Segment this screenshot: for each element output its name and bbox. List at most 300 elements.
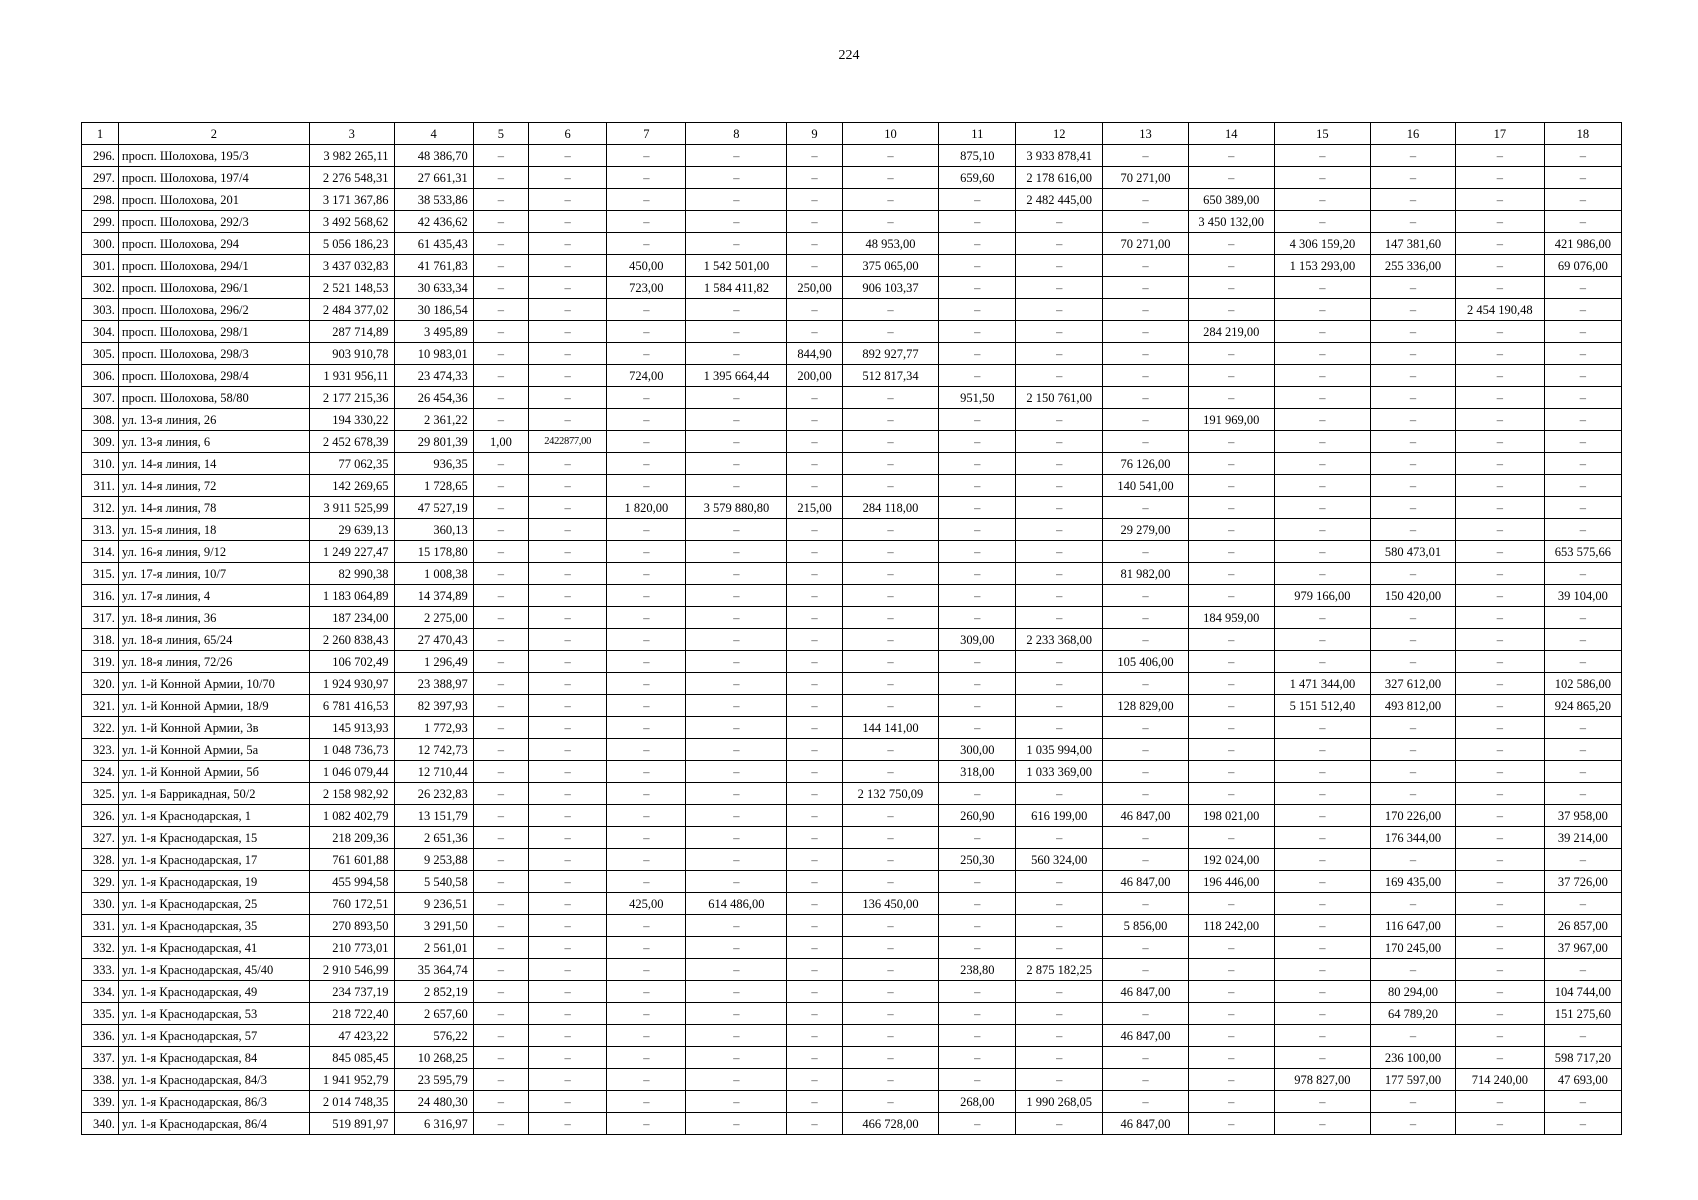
row-index: 333. — [82, 959, 119, 981]
value-cell: – — [842, 805, 939, 827]
value-cell: – — [1544, 959, 1621, 981]
value-cell: 105 406,00 — [1103, 651, 1189, 673]
value-cell: – — [1371, 321, 1456, 343]
value-cell: 421 986,00 — [1544, 233, 1621, 255]
value-cell: 519 891,97 — [309, 1113, 394, 1135]
row-index: 304. — [82, 321, 119, 343]
value-cell: – — [473, 1025, 528, 1047]
row-index: 325. — [82, 783, 119, 805]
value-cell: 2 260 838,43 — [309, 629, 394, 651]
value-cell: 35 364,74 — [394, 959, 473, 981]
value-cell: – — [686, 915, 787, 937]
value-cell: – — [607, 1025, 686, 1047]
value-cell: – — [1188, 1025, 1274, 1047]
value-cell: – — [1455, 1113, 1544, 1135]
value-cell: – — [1455, 717, 1544, 739]
value-cell: – — [842, 431, 939, 453]
value-cell: – — [1188, 695, 1274, 717]
value-cell: – — [842, 189, 939, 211]
value-cell: – — [939, 453, 1016, 475]
value-cell: 1 046 079,44 — [309, 761, 394, 783]
value-cell: – — [686, 167, 787, 189]
value-cell: 48 953,00 — [842, 233, 939, 255]
row-index: 323. — [82, 739, 119, 761]
value-cell: – — [1371, 453, 1456, 475]
value-cell: – — [1274, 277, 1371, 299]
row-index: 324. — [82, 761, 119, 783]
value-cell: – — [1103, 1003, 1189, 1025]
column-header: 13 — [1103, 123, 1189, 145]
value-cell: – — [473, 717, 528, 739]
value-cell: – — [1016, 1003, 1103, 1025]
value-cell: – — [473, 233, 528, 255]
value-cell: – — [607, 805, 686, 827]
table-row — [82, 761, 1622, 783]
address-cell: просп. Шолохова, 292/3 — [118, 211, 309, 233]
value-cell: – — [1274, 409, 1371, 431]
value-cell: 37 958,00 — [1544, 805, 1621, 827]
table-row — [82, 519, 1622, 541]
address-cell: ул. 1-я Краснодарская, 86/4 — [118, 1113, 309, 1135]
value-cell: 3 495,89 — [394, 321, 473, 343]
value-cell: – — [529, 277, 607, 299]
value-cell: – — [473, 937, 528, 959]
row-index: 320. — [82, 673, 119, 695]
value-cell: 906 103,37 — [842, 277, 939, 299]
value-cell: – — [1455, 739, 1544, 761]
value-cell: – — [939, 541, 1016, 563]
value-cell: – — [1188, 783, 1274, 805]
value-cell: – — [1544, 563, 1621, 585]
value-cell: – — [939, 519, 1016, 541]
row-index: 314. — [82, 541, 119, 563]
value-cell: – — [939, 1069, 1016, 1091]
value-cell: – — [1016, 255, 1103, 277]
value-cell: – — [607, 299, 686, 321]
value-cell: – — [939, 365, 1016, 387]
address-cell: просп. Шолохова, 197/4 — [118, 167, 309, 189]
value-cell: – — [607, 783, 686, 805]
row-index: 318. — [82, 629, 119, 651]
value-cell: – — [1016, 1047, 1103, 1069]
address-cell: ул. 13-я линия, 26 — [118, 409, 309, 431]
value-cell: – — [1371, 409, 1456, 431]
table-row — [82, 937, 1622, 959]
value-cell: 2 482 445,00 — [1016, 189, 1103, 211]
value-cell: – — [529, 827, 607, 849]
row-index: 296. — [82, 145, 119, 167]
address-cell: ул. 1-я Краснодарская, 84 — [118, 1047, 309, 1069]
value-cell: 5 151 512,40 — [1274, 695, 1371, 717]
value-cell: – — [1188, 299, 1274, 321]
value-cell: – — [1103, 343, 1189, 365]
value-cell: – — [787, 739, 842, 761]
value-cell: – — [1188, 959, 1274, 981]
table-row — [82, 1025, 1622, 1047]
value-cell: – — [1188, 761, 1274, 783]
value-cell: – — [1103, 277, 1189, 299]
value-cell: – — [529, 1025, 607, 1047]
column-header: 5 — [473, 123, 528, 145]
value-cell: 260,90 — [939, 805, 1016, 827]
value-cell: 184 959,00 — [1188, 607, 1274, 629]
value-cell: – — [1016, 431, 1103, 453]
value-cell: 46 847,00 — [1103, 871, 1189, 893]
value-cell: – — [1188, 585, 1274, 607]
value-cell: – — [1016, 321, 1103, 343]
column-header: 15 — [1274, 123, 1371, 145]
value-cell: – — [1274, 915, 1371, 937]
value-cell: 29 801,39 — [394, 431, 473, 453]
value-cell: – — [1016, 607, 1103, 629]
value-cell: 6 316,97 — [394, 1113, 473, 1135]
value-cell: – — [607, 189, 686, 211]
value-cell: – — [1455, 871, 1544, 893]
value-cell: – — [1544, 321, 1621, 343]
value-cell: 761 601,88 — [309, 849, 394, 871]
value-cell: – — [686, 585, 787, 607]
value-cell: – — [1103, 1069, 1189, 1091]
value-cell: – — [1455, 453, 1544, 475]
value-cell: – — [473, 629, 528, 651]
value-cell: – — [529, 519, 607, 541]
value-cell: – — [1274, 189, 1371, 211]
table-row — [82, 695, 1622, 717]
value-cell: – — [1455, 1047, 1544, 1069]
value-cell: 309,00 — [939, 629, 1016, 651]
value-cell: 1 584 411,82 — [686, 277, 787, 299]
value-cell: 844,90 — [787, 343, 842, 365]
value-cell: – — [473, 497, 528, 519]
value-cell: – — [1188, 365, 1274, 387]
value-cell: – — [1103, 211, 1189, 233]
value-cell: 23 595,79 — [394, 1069, 473, 1091]
value-cell: – — [787, 1003, 842, 1025]
value-cell: – — [607, 387, 686, 409]
value-cell: – — [529, 167, 607, 189]
value-cell: – — [686, 959, 787, 981]
value-cell: 300,00 — [939, 739, 1016, 761]
value-cell: – — [939, 827, 1016, 849]
address-cell: ул. 1-я Краснодарская, 35 — [118, 915, 309, 937]
address-cell: ул. 1-я Краснодарская, 17 — [118, 849, 309, 871]
row-index: 317. — [82, 607, 119, 629]
value-cell: – — [1274, 1047, 1371, 1069]
value-cell: – — [529, 893, 607, 915]
value-cell: – — [1544, 145, 1621, 167]
value-cell: 47 423,22 — [309, 1025, 394, 1047]
value-cell: – — [787, 563, 842, 585]
value-cell: 218 722,40 — [309, 1003, 394, 1025]
value-cell: 1 008,38 — [394, 563, 473, 585]
row-index: 336. — [82, 1025, 119, 1047]
value-cell: 140 541,00 — [1103, 475, 1189, 497]
value-cell: – — [1544, 893, 1621, 915]
value-cell: – — [686, 1003, 787, 1025]
value-cell: 318,00 — [939, 761, 1016, 783]
value-cell: – — [1455, 189, 1544, 211]
value-cell: – — [686, 1113, 787, 1135]
value-cell: – — [1188, 827, 1274, 849]
row-index: 327. — [82, 827, 119, 849]
value-cell: – — [1274, 827, 1371, 849]
value-cell: – — [1274, 1003, 1371, 1025]
value-cell: – — [686, 1047, 787, 1069]
value-cell: – — [787, 585, 842, 607]
value-cell: 576,22 — [394, 1025, 473, 1047]
value-cell: 2 158 982,92 — [309, 783, 394, 805]
value-cell: 47 527,19 — [394, 497, 473, 519]
value-cell: 936,35 — [394, 453, 473, 475]
value-cell: 81 982,00 — [1103, 563, 1189, 585]
value-cell: 236 100,00 — [1371, 1047, 1456, 1069]
value-cell: – — [529, 1091, 607, 1113]
value-cell: – — [607, 739, 686, 761]
value-cell: – — [1188, 739, 1274, 761]
value-cell: – — [842, 563, 939, 585]
row-index: 312. — [82, 497, 119, 519]
value-cell: – — [1455, 827, 1544, 849]
value-cell: – — [787, 761, 842, 783]
value-cell: – — [686, 695, 787, 717]
value-cell: 875,10 — [939, 145, 1016, 167]
value-cell: – — [1188, 563, 1274, 585]
value-cell: – — [842, 739, 939, 761]
value-cell: – — [473, 387, 528, 409]
value-cell: – — [529, 783, 607, 805]
value-cell: – — [1016, 651, 1103, 673]
address-cell: просп. Шолохова, 58/80 — [118, 387, 309, 409]
value-cell: – — [939, 871, 1016, 893]
value-cell: 27 661,31 — [394, 167, 473, 189]
value-cell: – — [1274, 871, 1371, 893]
value-cell: – — [473, 563, 528, 585]
value-cell: 2 521 148,53 — [309, 277, 394, 299]
value-cell: – — [1455, 409, 1544, 431]
value-cell: – — [787, 651, 842, 673]
value-cell: – — [529, 981, 607, 1003]
value-cell: – — [787, 519, 842, 541]
value-cell: 191 969,00 — [1188, 409, 1274, 431]
value-cell: 1 820,00 — [607, 497, 686, 519]
value-cell: – — [1188, 453, 1274, 475]
row-index: 326. — [82, 805, 119, 827]
value-cell: 2 177 215,36 — [309, 387, 394, 409]
column-header: 7 — [607, 123, 686, 145]
value-cell: – — [787, 167, 842, 189]
value-cell: 512 817,34 — [842, 365, 939, 387]
value-cell: – — [1016, 1069, 1103, 1091]
value-cell: – — [1544, 277, 1621, 299]
value-cell: 39 214,00 — [1544, 827, 1621, 849]
value-cell: 47 693,00 — [1544, 1069, 1621, 1091]
value-cell: – — [842, 321, 939, 343]
value-cell: 3 982 265,11 — [309, 145, 394, 167]
value-cell: – — [1103, 409, 1189, 431]
value-cell: – — [787, 673, 842, 695]
value-cell: 82 397,93 — [394, 695, 473, 717]
value-cell: – — [1103, 783, 1189, 805]
value-cell: – — [1188, 1003, 1274, 1025]
value-cell: 46 847,00 — [1103, 981, 1189, 1003]
value-cell: – — [1188, 629, 1274, 651]
value-cell: – — [1188, 343, 1274, 365]
value-cell: 5 856,00 — [1103, 915, 1189, 937]
column-header: 17 — [1455, 123, 1544, 145]
value-cell: – — [939, 607, 1016, 629]
value-cell: – — [842, 761, 939, 783]
value-cell: – — [686, 321, 787, 343]
value-cell: 2 651,36 — [394, 827, 473, 849]
value-cell: – — [607, 1069, 686, 1091]
value-cell: 951,50 — [939, 387, 1016, 409]
value-cell: – — [529, 805, 607, 827]
value-cell: – — [607, 937, 686, 959]
value-cell: – — [473, 893, 528, 915]
value-cell: – — [686, 827, 787, 849]
value-cell: – — [1274, 541, 1371, 563]
value-cell: – — [1544, 849, 1621, 871]
address-cell: ул. 1-я Краснодарская, 57 — [118, 1025, 309, 1047]
value-cell: – — [787, 695, 842, 717]
value-cell: 1 728,65 — [394, 475, 473, 497]
value-cell: – — [939, 277, 1016, 299]
value-cell: – — [1016, 893, 1103, 915]
value-cell: 23 388,97 — [394, 673, 473, 695]
value-cell: 560 324,00 — [1016, 849, 1103, 871]
value-cell: – — [529, 189, 607, 211]
row-index: 302. — [82, 277, 119, 299]
value-cell: – — [1103, 761, 1189, 783]
value-cell: – — [686, 1091, 787, 1113]
address-cell: ул. 1-й Конной Армии, 10/70 — [118, 673, 309, 695]
value-cell: 287 714,89 — [309, 321, 394, 343]
value-cell: – — [1544, 211, 1621, 233]
value-cell: – — [1103, 893, 1189, 915]
value-cell: – — [1455, 651, 1544, 673]
value-cell: 151 275,60 — [1544, 1003, 1621, 1025]
value-cell: 234 737,19 — [309, 981, 394, 1003]
value-cell: – — [1455, 673, 1544, 695]
value-cell: – — [1274, 761, 1371, 783]
value-cell: – — [1544, 299, 1621, 321]
value-cell: – — [529, 607, 607, 629]
value-cell: – — [473, 189, 528, 211]
value-cell: 169 435,00 — [1371, 871, 1456, 893]
value-cell: 1 931 956,11 — [309, 365, 394, 387]
value-cell: 2 852,19 — [394, 981, 473, 1003]
value-cell: – — [1455, 1025, 1544, 1047]
value-cell: – — [1371, 1025, 1456, 1047]
address-cell: ул. 1-я Баррикадная, 50/2 — [118, 783, 309, 805]
value-cell: – — [686, 387, 787, 409]
value-cell: – — [1016, 937, 1103, 959]
address-cell: ул. 1-я Краснодарская, 19 — [118, 871, 309, 893]
column-header: 18 — [1544, 123, 1621, 145]
value-cell: – — [529, 849, 607, 871]
value-cell: – — [607, 431, 686, 453]
value-cell: – — [842, 1025, 939, 1047]
value-cell: 892 927,77 — [842, 343, 939, 365]
value-cell: – — [1016, 827, 1103, 849]
value-cell: 144 141,00 — [842, 717, 939, 739]
value-cell: – — [1016, 475, 1103, 497]
value-cell: – — [529, 629, 607, 651]
row-index: 339. — [82, 1091, 119, 1113]
value-cell: – — [607, 717, 686, 739]
value-cell: 29 279,00 — [1103, 519, 1189, 541]
value-cell: – — [1371, 145, 1456, 167]
value-cell: – — [1016, 233, 1103, 255]
value-cell: – — [1274, 167, 1371, 189]
value-cell: 1 924 930,97 — [309, 673, 394, 695]
value-cell: 128 829,00 — [1103, 695, 1189, 717]
value-cell: – — [1544, 387, 1621, 409]
value-cell: – — [1455, 167, 1544, 189]
table-row — [82, 1069, 1622, 1091]
value-cell: – — [1274, 1091, 1371, 1113]
table-row — [82, 607, 1622, 629]
table-row — [82, 211, 1622, 233]
value-cell: 70 271,00 — [1103, 233, 1189, 255]
value-cell: – — [473, 827, 528, 849]
value-cell: – — [939, 1025, 1016, 1047]
value-cell: – — [1188, 387, 1274, 409]
value-cell: – — [1103, 739, 1189, 761]
value-cell: – — [939, 695, 1016, 717]
value-cell: – — [1103, 255, 1189, 277]
value-cell: 37 726,00 — [1544, 871, 1621, 893]
value-cell: – — [686, 431, 787, 453]
value-cell: – — [1371, 959, 1456, 981]
address-cell: ул. 17-я линия, 4 — [118, 585, 309, 607]
value-cell: – — [686, 761, 787, 783]
value-cell: – — [686, 145, 787, 167]
value-cell: – — [473, 959, 528, 981]
value-cell: – — [1274, 145, 1371, 167]
value-cell: – — [1371, 189, 1456, 211]
value-cell: 37 967,00 — [1544, 937, 1621, 959]
value-cell: – — [1274, 497, 1371, 519]
value-cell: – — [787, 607, 842, 629]
value-cell: 760 172,51 — [309, 893, 394, 915]
value-cell: – — [1016, 1025, 1103, 1047]
row-index: 308. — [82, 409, 119, 431]
value-cell: – — [529, 651, 607, 673]
table-row — [82, 849, 1622, 871]
value-cell: 118 242,00 — [1188, 915, 1274, 937]
value-cell: – — [787, 827, 842, 849]
value-cell: – — [939, 893, 1016, 915]
table-row — [82, 959, 1622, 981]
value-cell: – — [1455, 519, 1544, 541]
value-cell: – — [1455, 805, 1544, 827]
value-cell: – — [1544, 475, 1621, 497]
address-cell: ул. 17-я линия, 10/7 — [118, 563, 309, 585]
value-cell: – — [842, 475, 939, 497]
table-row — [82, 1047, 1622, 1069]
value-cell: – — [842, 145, 939, 167]
value-cell: – — [686, 299, 787, 321]
column-header: 4 — [394, 123, 473, 145]
value-cell: – — [1371, 849, 1456, 871]
value-cell: – — [1188, 255, 1274, 277]
value-cell: – — [1544, 431, 1621, 453]
table-row — [82, 871, 1622, 893]
value-cell: – — [1016, 211, 1103, 233]
value-cell: – — [1274, 1025, 1371, 1047]
value-cell: – — [787, 1025, 842, 1047]
